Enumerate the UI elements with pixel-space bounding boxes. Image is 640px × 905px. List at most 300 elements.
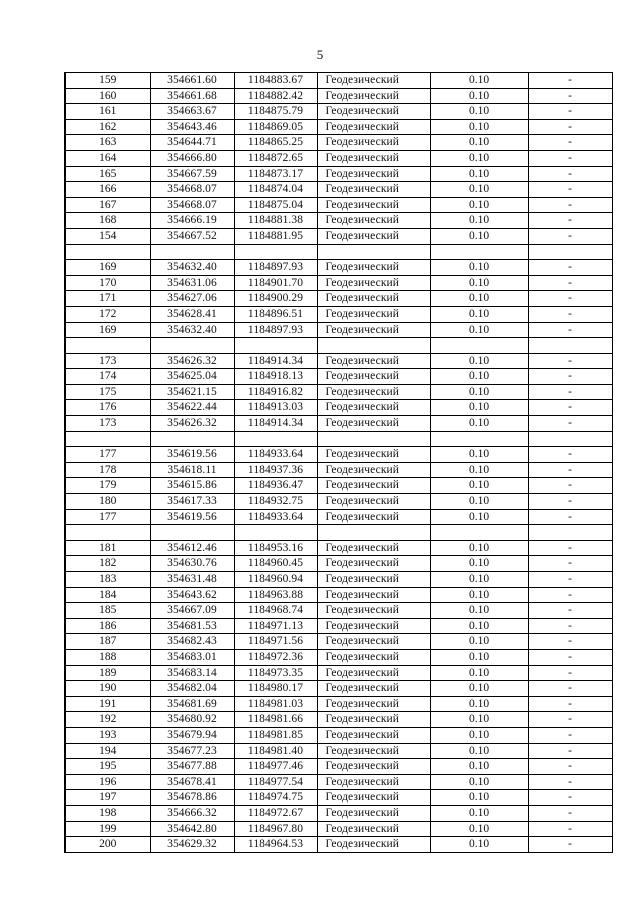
y-coordinate-cell bbox=[234, 338, 317, 354]
table-row bbox=[65, 665, 612, 681]
accuracy-cell: 0.10 bbox=[430, 291, 528, 307]
y-coordinate-cell: 1184964.53 bbox=[234, 837, 317, 853]
method-cell: Геодезический bbox=[317, 384, 430, 400]
point-number-cell: 177 bbox=[65, 509, 150, 525]
note-cell: - bbox=[528, 88, 612, 104]
x-coordinate-cell: 354627.06 bbox=[150, 291, 234, 307]
method-cell: Геодезический bbox=[317, 774, 430, 790]
y-coordinate-cell: 1184883.67 bbox=[234, 73, 317, 89]
note-cell: - bbox=[528, 306, 612, 322]
accuracy-cell: 0.10 bbox=[430, 478, 528, 494]
point-number-cell: 169 bbox=[65, 322, 150, 338]
x-coordinate-cell: 354643.46 bbox=[150, 119, 234, 135]
point-number-cell: 163 bbox=[65, 135, 150, 151]
accuracy-cell: 0.10 bbox=[430, 494, 528, 510]
method-cell: Геодезический bbox=[317, 618, 430, 634]
table-row bbox=[65, 213, 612, 229]
method-cell bbox=[317, 525, 430, 541]
note-cell: - bbox=[528, 494, 612, 510]
accuracy-cell: 0.10 bbox=[430, 712, 528, 728]
accuracy-cell: 0.10 bbox=[430, 135, 528, 151]
note-cell: - bbox=[528, 696, 612, 712]
note-cell: - bbox=[528, 275, 612, 291]
accuracy-cell: 0.10 bbox=[430, 649, 528, 665]
x-coordinate-cell: 354632.40 bbox=[150, 322, 234, 338]
point-number-cell: 198 bbox=[65, 805, 150, 821]
method-cell bbox=[317, 338, 430, 354]
x-coordinate-cell: 354683.01 bbox=[150, 649, 234, 665]
accuracy-cell: 0.10 bbox=[430, 618, 528, 634]
method-cell: Геодезический bbox=[317, 462, 430, 478]
point-number-cell: 194 bbox=[65, 743, 150, 759]
accuracy-cell: 0.10 bbox=[430, 150, 528, 166]
x-coordinate-cell: 354621.15 bbox=[150, 384, 234, 400]
y-coordinate-cell bbox=[234, 431, 317, 447]
table-separator-row bbox=[65, 338, 612, 354]
point-number-cell: 197 bbox=[65, 790, 150, 806]
note-cell: - bbox=[528, 213, 612, 229]
table-row bbox=[65, 494, 612, 510]
y-coordinate-cell: 1184918.13 bbox=[234, 369, 317, 385]
point-number-cell: 172 bbox=[65, 306, 150, 322]
table-row bbox=[65, 447, 612, 463]
method-cell: Геодезический bbox=[317, 182, 430, 198]
accuracy-cell: 0.10 bbox=[430, 774, 528, 790]
x-coordinate-cell: 354615.86 bbox=[150, 478, 234, 494]
y-coordinate-cell: 1184960.45 bbox=[234, 556, 317, 572]
table-separator-row bbox=[65, 525, 612, 541]
y-coordinate-cell: 1184936.47 bbox=[234, 478, 317, 494]
method-cell: Геодезический bbox=[317, 73, 430, 89]
accuracy-cell: 0.10 bbox=[430, 400, 528, 416]
accuracy-cell: 0.10 bbox=[430, 837, 528, 853]
method-cell: Геодезический bbox=[317, 88, 430, 104]
point-number-cell: 176 bbox=[65, 400, 150, 416]
note-cell: - bbox=[528, 805, 612, 821]
y-coordinate-cell: 1184916.82 bbox=[234, 384, 317, 400]
accuracy-cell: 0.10 bbox=[430, 260, 528, 276]
method-cell: Геодезический bbox=[317, 509, 430, 525]
note-cell: - bbox=[528, 166, 612, 182]
note-cell: - bbox=[528, 618, 612, 634]
y-coordinate-cell: 1184869.05 bbox=[234, 119, 317, 135]
x-coordinate-cell: 354643.62 bbox=[150, 587, 234, 603]
note-cell: - bbox=[528, 104, 612, 120]
point-number-cell bbox=[65, 525, 150, 541]
method-cell: Геодезический bbox=[317, 494, 430, 510]
point-number-cell: 184 bbox=[65, 587, 150, 603]
note-cell: - bbox=[528, 759, 612, 775]
note-cell: - bbox=[528, 572, 612, 588]
accuracy-cell bbox=[430, 244, 528, 260]
accuracy-cell: 0.10 bbox=[430, 727, 528, 743]
accuracy-cell: 0.10 bbox=[430, 572, 528, 588]
y-coordinate-cell: 1184981.66 bbox=[234, 712, 317, 728]
table-row bbox=[65, 73, 612, 89]
x-coordinate-cell: 354680.92 bbox=[150, 712, 234, 728]
note-cell bbox=[528, 338, 612, 354]
x-coordinate-cell: 354626.32 bbox=[150, 416, 234, 432]
y-coordinate-cell: 1184980.17 bbox=[234, 681, 317, 697]
y-coordinate-cell bbox=[234, 244, 317, 260]
x-coordinate-cell: 354667.52 bbox=[150, 228, 234, 244]
note-cell bbox=[528, 431, 612, 447]
method-cell: Геодезический bbox=[317, 119, 430, 135]
note-cell: - bbox=[528, 369, 612, 385]
point-number-cell: 164 bbox=[65, 150, 150, 166]
y-coordinate-cell: 1184874.04 bbox=[234, 182, 317, 198]
note-cell: - bbox=[528, 322, 612, 338]
y-coordinate-cell: 1184913.03 bbox=[234, 400, 317, 416]
method-cell: Геодезический bbox=[317, 790, 430, 806]
accuracy-cell: 0.10 bbox=[430, 447, 528, 463]
table-separator-row bbox=[65, 431, 612, 447]
x-coordinate-cell: 354667.09 bbox=[150, 603, 234, 619]
y-coordinate-cell: 1184872.65 bbox=[234, 150, 317, 166]
method-cell: Геодезический bbox=[317, 837, 430, 853]
x-coordinate-cell: 354677.23 bbox=[150, 743, 234, 759]
accuracy-cell: 0.10 bbox=[430, 213, 528, 229]
method-cell: Геодезический bbox=[317, 291, 430, 307]
note-cell: - bbox=[528, 182, 612, 198]
x-coordinate-cell: 354628.41 bbox=[150, 306, 234, 322]
y-coordinate-cell: 1184897.93 bbox=[234, 260, 317, 276]
x-coordinate-cell: 354661.60 bbox=[150, 73, 234, 89]
accuracy-cell: 0.10 bbox=[430, 275, 528, 291]
y-coordinate-cell: 1184937.36 bbox=[234, 462, 317, 478]
table-row bbox=[65, 384, 612, 400]
method-cell: Геодезический bbox=[317, 213, 430, 229]
point-number-cell: 178 bbox=[65, 462, 150, 478]
method-cell: Геодезический bbox=[317, 228, 430, 244]
table-separator-row bbox=[65, 244, 612, 260]
note-cell: - bbox=[528, 462, 612, 478]
point-number-cell: 173 bbox=[65, 416, 150, 432]
method-cell bbox=[317, 431, 430, 447]
note-cell: - bbox=[528, 353, 612, 369]
accuracy-cell: 0.10 bbox=[430, 353, 528, 369]
coordinates-table bbox=[64, 72, 613, 853]
point-number-cell: 187 bbox=[65, 634, 150, 650]
note-cell: - bbox=[528, 197, 612, 213]
x-coordinate-cell: 354644.71 bbox=[150, 135, 234, 151]
method-cell: Геодезический bbox=[317, 821, 430, 837]
accuracy-cell: 0.10 bbox=[430, 509, 528, 525]
method-cell: Геодезический bbox=[317, 416, 430, 432]
note-cell: - bbox=[528, 556, 612, 572]
x-coordinate-cell: 354682.43 bbox=[150, 634, 234, 650]
x-coordinate-cell: 354626.32 bbox=[150, 353, 234, 369]
point-number-cell: 196 bbox=[65, 774, 150, 790]
y-coordinate-cell: 1184881.38 bbox=[234, 213, 317, 229]
y-coordinate-cell: 1184875.79 bbox=[234, 104, 317, 120]
note-cell: - bbox=[528, 821, 612, 837]
accuracy-cell: 0.10 bbox=[430, 805, 528, 821]
note-cell: - bbox=[528, 743, 612, 759]
y-coordinate-cell: 1184981.40 bbox=[234, 743, 317, 759]
accuracy-cell: 0.10 bbox=[430, 384, 528, 400]
accuracy-cell: 0.10 bbox=[430, 166, 528, 182]
point-number-cell: 200 bbox=[65, 837, 150, 853]
method-cell: Геодезический bbox=[317, 400, 430, 416]
y-coordinate-cell: 1184881.95 bbox=[234, 228, 317, 244]
y-coordinate-cell: 1184953.16 bbox=[234, 540, 317, 556]
accuracy-cell: 0.10 bbox=[430, 665, 528, 681]
method-cell: Геодезический bbox=[317, 681, 430, 697]
point-number-cell: 159 bbox=[65, 73, 150, 89]
table-row bbox=[65, 228, 612, 244]
y-coordinate-cell: 1184875.04 bbox=[234, 197, 317, 213]
method-cell: Геодезический bbox=[317, 260, 430, 276]
note-cell: - bbox=[528, 603, 612, 619]
method-cell: Геодезический bbox=[317, 275, 430, 291]
page-number: 5 bbox=[316, 47, 324, 62]
method-cell: Геодезический bbox=[317, 478, 430, 494]
note-cell: - bbox=[528, 634, 612, 650]
note-cell: - bbox=[528, 119, 612, 135]
accuracy-cell: 0.10 bbox=[430, 540, 528, 556]
table-row bbox=[65, 837, 612, 853]
method-cell: Геодезический bbox=[317, 306, 430, 322]
x-coordinate-cell: 354622.44 bbox=[150, 400, 234, 416]
accuracy-cell: 0.10 bbox=[430, 104, 528, 120]
y-coordinate-cell: 1184963.88 bbox=[234, 587, 317, 603]
x-coordinate-cell: 354666.19 bbox=[150, 213, 234, 229]
y-coordinate-cell bbox=[234, 525, 317, 541]
table-row bbox=[65, 603, 612, 619]
x-coordinate-cell: 354631.48 bbox=[150, 572, 234, 588]
x-coordinate-cell: 354642.80 bbox=[150, 821, 234, 837]
y-coordinate-cell: 1184973.35 bbox=[234, 665, 317, 681]
table-row bbox=[65, 353, 612, 369]
note-cell: - bbox=[528, 135, 612, 151]
accuracy-cell: 0.10 bbox=[430, 681, 528, 697]
method-cell: Геодезический bbox=[317, 696, 430, 712]
y-coordinate-cell: 1184933.64 bbox=[234, 447, 317, 463]
note-cell: - bbox=[528, 416, 612, 432]
point-number-cell: 199 bbox=[65, 821, 150, 837]
table-row bbox=[65, 322, 612, 338]
accuracy-cell: 0.10 bbox=[430, 462, 528, 478]
table-row bbox=[65, 712, 612, 728]
x-coordinate-cell: 354668.07 bbox=[150, 197, 234, 213]
note-cell: - bbox=[528, 228, 612, 244]
table-row bbox=[65, 759, 612, 775]
accuracy-cell: 0.10 bbox=[430, 587, 528, 603]
accuracy-cell: 0.10 bbox=[430, 743, 528, 759]
y-coordinate-cell: 1184932.75 bbox=[234, 494, 317, 510]
table-row bbox=[65, 790, 612, 806]
point-number-cell: 189 bbox=[65, 665, 150, 681]
point-number-cell: 173 bbox=[65, 353, 150, 369]
y-coordinate-cell: 1184968.74 bbox=[234, 603, 317, 619]
point-number-cell: 181 bbox=[65, 540, 150, 556]
x-coordinate-cell: 354612.46 bbox=[150, 540, 234, 556]
table-row bbox=[65, 88, 612, 104]
method-cell bbox=[317, 244, 430, 260]
accuracy-cell: 0.10 bbox=[430, 228, 528, 244]
method-cell: Геодезический bbox=[317, 743, 430, 759]
point-number-cell: 171 bbox=[65, 291, 150, 307]
accuracy-cell: 0.10 bbox=[430, 73, 528, 89]
accuracy-cell: 0.10 bbox=[430, 369, 528, 385]
table-row bbox=[65, 634, 612, 650]
method-cell: Геодезический bbox=[317, 572, 430, 588]
accuracy-cell: 0.10 bbox=[430, 759, 528, 775]
table-row bbox=[65, 743, 612, 759]
point-number-cell: 160 bbox=[65, 88, 150, 104]
point-number-cell: 175 bbox=[65, 384, 150, 400]
method-cell: Геодезический bbox=[317, 104, 430, 120]
point-number-cell: 180 bbox=[65, 494, 150, 510]
table-row bbox=[65, 681, 612, 697]
x-coordinate-cell: 354619.56 bbox=[150, 447, 234, 463]
coordinates-table-body bbox=[65, 73, 612, 853]
point-number-cell: 170 bbox=[65, 275, 150, 291]
point-number-cell: 179 bbox=[65, 478, 150, 494]
method-cell: Геодезический bbox=[317, 805, 430, 821]
x-coordinate-cell bbox=[150, 244, 234, 260]
method-cell: Геодезический bbox=[317, 712, 430, 728]
x-coordinate-cell: 354630.76 bbox=[150, 556, 234, 572]
x-coordinate-cell: 354681.69 bbox=[150, 696, 234, 712]
x-coordinate-cell: 354668.07 bbox=[150, 182, 234, 198]
x-coordinate-cell: 354663.67 bbox=[150, 104, 234, 120]
table-row bbox=[65, 150, 612, 166]
accuracy-cell: 0.10 bbox=[430, 634, 528, 650]
point-number-cell: 168 bbox=[65, 213, 150, 229]
table-row bbox=[65, 306, 612, 322]
accuracy-cell: 0.10 bbox=[430, 197, 528, 213]
x-coordinate-cell: 354661.68 bbox=[150, 88, 234, 104]
point-number-cell: 195 bbox=[65, 759, 150, 775]
accuracy-cell: 0.10 bbox=[430, 696, 528, 712]
accuracy-cell: 0.10 bbox=[430, 322, 528, 338]
note-cell bbox=[528, 525, 612, 541]
y-coordinate-cell: 1184977.46 bbox=[234, 759, 317, 775]
note-cell: - bbox=[528, 400, 612, 416]
x-coordinate-cell: 354678.41 bbox=[150, 774, 234, 790]
point-number-cell: 167 bbox=[65, 197, 150, 213]
y-coordinate-cell: 1184900.29 bbox=[234, 291, 317, 307]
method-cell: Геодезический bbox=[317, 587, 430, 603]
y-coordinate-cell: 1184914.34 bbox=[234, 416, 317, 432]
table-row bbox=[65, 649, 612, 665]
point-number-cell: 177 bbox=[65, 447, 150, 463]
point-number-cell: 183 bbox=[65, 572, 150, 588]
method-cell: Геодезический bbox=[317, 166, 430, 182]
x-coordinate-cell: 354683.14 bbox=[150, 665, 234, 681]
table-row bbox=[65, 135, 612, 151]
point-number-cell: 162 bbox=[65, 119, 150, 135]
table-row bbox=[65, 805, 612, 821]
table-row bbox=[65, 618, 612, 634]
table-row bbox=[65, 166, 612, 182]
x-coordinate-cell: 354667.59 bbox=[150, 166, 234, 182]
x-coordinate-cell: 354629.32 bbox=[150, 837, 234, 853]
method-cell: Геодезический bbox=[317, 353, 430, 369]
x-coordinate-cell: 354682.04 bbox=[150, 681, 234, 697]
note-cell: - bbox=[528, 665, 612, 681]
note-cell: - bbox=[528, 727, 612, 743]
table-row bbox=[65, 182, 612, 198]
table-row bbox=[65, 696, 612, 712]
table-row bbox=[65, 509, 612, 525]
table-row bbox=[65, 369, 612, 385]
method-cell: Геодезический bbox=[317, 556, 430, 572]
table-row bbox=[65, 104, 612, 120]
point-number-cell: 192 bbox=[65, 712, 150, 728]
table-row bbox=[65, 119, 612, 135]
note-cell: - bbox=[528, 384, 612, 400]
method-cell: Геодезический bbox=[317, 150, 430, 166]
y-coordinate-cell: 1184897.93 bbox=[234, 322, 317, 338]
x-coordinate-cell: 354678.86 bbox=[150, 790, 234, 806]
point-number-cell: 190 bbox=[65, 681, 150, 697]
accuracy-cell bbox=[430, 431, 528, 447]
accuracy-cell: 0.10 bbox=[430, 821, 528, 837]
y-coordinate-cell: 1184972.36 bbox=[234, 649, 317, 665]
x-coordinate-cell: 354666.80 bbox=[150, 150, 234, 166]
y-coordinate-cell: 1184981.85 bbox=[234, 727, 317, 743]
point-number-cell: 165 bbox=[65, 166, 150, 182]
table-row bbox=[65, 400, 612, 416]
y-coordinate-cell: 1184981.03 bbox=[234, 696, 317, 712]
x-coordinate-cell: 354666.32 bbox=[150, 805, 234, 821]
x-coordinate-cell: 354619.56 bbox=[150, 509, 234, 525]
point-number-cell bbox=[65, 338, 150, 354]
y-coordinate-cell: 1184873.17 bbox=[234, 166, 317, 182]
accuracy-cell: 0.10 bbox=[430, 556, 528, 572]
method-cell: Геодезический bbox=[317, 447, 430, 463]
accuracy-cell bbox=[430, 338, 528, 354]
x-coordinate-cell: 354632.40 bbox=[150, 260, 234, 276]
point-number-cell: 191 bbox=[65, 696, 150, 712]
note-cell: - bbox=[528, 447, 612, 463]
method-cell: Геодезический bbox=[317, 665, 430, 681]
y-coordinate-cell: 1184865.25 bbox=[234, 135, 317, 151]
note-cell: - bbox=[528, 478, 612, 494]
table-row bbox=[65, 416, 612, 432]
y-coordinate-cell: 1184967.80 bbox=[234, 821, 317, 837]
point-number-cell: 193 bbox=[65, 727, 150, 743]
y-coordinate-cell: 1184901.70 bbox=[234, 275, 317, 291]
x-coordinate-cell: 354679.94 bbox=[150, 727, 234, 743]
method-cell: Геодезический bbox=[317, 540, 430, 556]
note-cell: - bbox=[528, 790, 612, 806]
note-cell bbox=[528, 244, 612, 260]
table-row bbox=[65, 291, 612, 307]
accuracy-cell: 0.10 bbox=[430, 88, 528, 104]
table-row bbox=[65, 462, 612, 478]
y-coordinate-cell: 1184971.56 bbox=[234, 634, 317, 650]
note-cell: - bbox=[528, 681, 612, 697]
accuracy-cell: 0.10 bbox=[430, 306, 528, 322]
x-coordinate-cell bbox=[150, 338, 234, 354]
method-cell: Геодезический bbox=[317, 369, 430, 385]
accuracy-cell: 0.10 bbox=[430, 119, 528, 135]
note-cell: - bbox=[528, 774, 612, 790]
method-cell: Геодезический bbox=[317, 322, 430, 338]
point-number-cell: 182 bbox=[65, 556, 150, 572]
method-cell: Геодезический bbox=[317, 603, 430, 619]
y-coordinate-cell: 1184882.42 bbox=[234, 88, 317, 104]
point-number-cell bbox=[65, 244, 150, 260]
point-number-cell: 166 bbox=[65, 182, 150, 198]
note-cell: - bbox=[528, 150, 612, 166]
method-cell: Геодезический bbox=[317, 759, 430, 775]
point-number-cell: 174 bbox=[65, 369, 150, 385]
